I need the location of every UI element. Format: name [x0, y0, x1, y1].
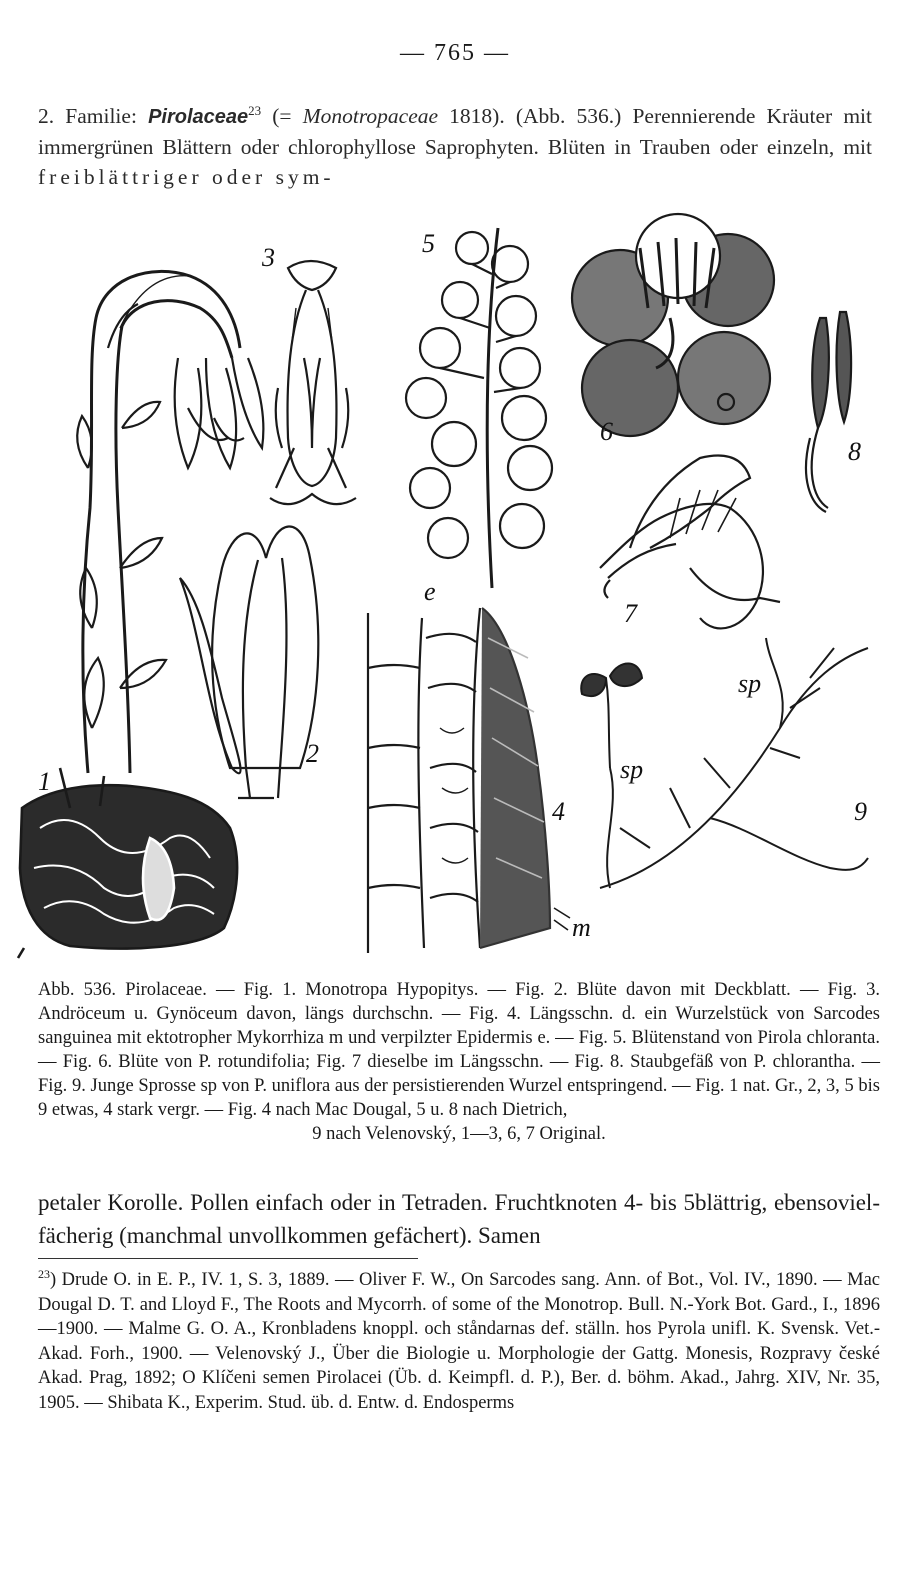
body-paragraph: petaler Korolle. Pollen einfach oder in Tetraden. Fruchtknoten 4- bis 5blättrig, ebensoviel-fächerig (manchmal unvollkommen gefächert). Samen	[38, 1190, 880, 1248]
fig-label-3: 3	[262, 243, 275, 272]
intro-body: 1818). (Abb. 536.) Perennierende Kräuter mit immergrünen Blättern oder chlorophyllose Saprophyten. Blüten in Trauben oder einzeln, mit	[38, 104, 873, 160]
fig4-section	[368, 608, 570, 953]
fig-label-e: e	[424, 577, 436, 606]
fig-label-6: 6	[600, 417, 613, 446]
fig6-flower	[572, 214, 774, 436]
fig-label-m: m	[572, 913, 591, 942]
fig-label-8: 8	[848, 437, 861, 466]
footnote-text: ) Drude O. in E. P., IV. 1, S. 3, 1889. — Oliver F. W., On Sarcodes sang. Ann. of Bot., Vol. IV., 1890. — Mac Dougal D. T. and Lloyd F., The Roots and Mycorrh. of some of the Monotrop. Bull. N.-York Bot. Gard., I., 1896—1900. — Malme G. O. A., Kronbladens knoppl. och ståndarnas def. ställn. hos Pyrola unifl. K. Svensk. Vet.-Akad. Forh., 1900. — Velenovský J., Über die Biologie u. Morphologie der Gattg. Monesis, Rozpravy české Akad. Prag, 1892; O Klíčeni semen Pirolacei (Üb. d. Keimpfl. d. P.), Ber. d. böhm. Akad., Jahrg. XIV, Nr. 35, 1905. — Shibata K., Experim. Stud. üb. d. Entw. d. Endosperms	[38, 1270, 880, 1413]
fig-label-7: 7	[624, 599, 637, 628]
caption-text: Abb. 536. Pirolaceae. — Fig. 1. Monotropa Hypopitys. — Fig. 2. Blüte davon mit Deckblatt. — Fig. 3. Andröceum u. Gynöceum davon, längs durchschn. — Fig. 4. Längsschn. d. ein Wurzelstück von Sarcodes sanguinea mit ektotropher Mykorrhiza m und verpilzter Epidermis e. — Fig. 5. Blütenstand von Pirola chloranta. — Fig. 6. Blüte von P. rotundifolia; Fig. 7 dieselbe im Längsschn. — Fig. 8. Staubgefäß von P. chlorantha. — Fig. 9. Junge Sprosse sp von P. uniflora aus der persistierenden Wurzel entspringend. — Fig. 1 nat. Gr., 2, 3, 5 bis 9 etwas, 4 stark vergr. — Fig. 4 nach Mac Dougal, 5 u. 8 nach Dietrich,	[38, 980, 880, 1120]
synonym-open: (=	[261, 104, 303, 129]
intro-prefix: 2. Familie:	[38, 104, 149, 129]
footnote-rule	[38, 1258, 418, 1259]
fig1-monotropa	[77, 271, 263, 773]
footnote	[38, 1262, 880, 1415]
figure-caption	[38, 978, 880, 1146]
intro-paragraph	[38, 96, 872, 192]
footnote-ref: 23	[248, 103, 262, 118]
family-name: Pirolaceae	[148, 106, 249, 129]
fig-label-sp-upper: sp	[738, 669, 762, 698]
fig-label-9: 9	[854, 797, 867, 826]
fig-label-4: 4	[552, 797, 565, 826]
fig1-root-mass	[18, 768, 237, 958]
fig2-flower	[180, 526, 318, 798]
fig-label-sp-lower: sp	[620, 755, 644, 784]
fig3-section	[270, 261, 356, 504]
figure-illustration	[10, 208, 900, 968]
fig8-stamen	[806, 312, 851, 512]
footnote-marker: 23	[38, 1267, 50, 1281]
caption-last-line: 9 nach Velenovský, 1—3, 6, 7 Original.	[312, 1124, 606, 1144]
intro-spaced: freiblättriger oder sym-	[38, 165, 335, 190]
synonym-name: Monotropaceae	[302, 104, 439, 129]
fig-label-2: 2	[306, 739, 319, 768]
botanical-figure	[10, 208, 900, 968]
fig-label-1: 1	[38, 767, 51, 796]
fig5-inflorescence	[406, 228, 552, 588]
page-number: — 765 —	[400, 40, 510, 66]
fig-label-5: 5	[422, 229, 435, 258]
